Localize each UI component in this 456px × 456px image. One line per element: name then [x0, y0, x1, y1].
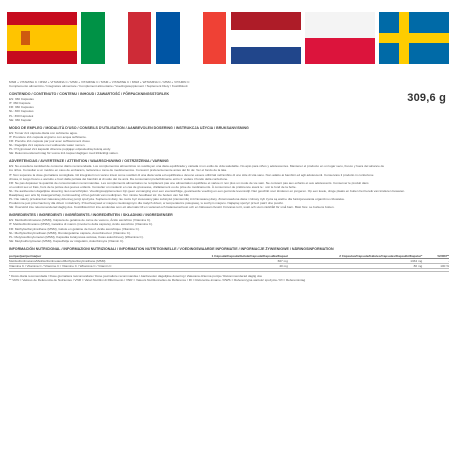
product-title: MSM + VITAMINA C / MSM + VITAMINA C / MSM + VITAMINE C / MSM + VITAMINE C / MSM + WITAMINA C / MSM + VITAMIN C — [9, 80, 190, 84]
warning-line: NL: De aanbevolen dagelijkse dosering niet overschrijden. Voedingssupplementen zijn geen vervanging voor een evenwichtige, gevarieerde voeding en een gezonde levensstijl. Niet geschikt voor kinderen en jongeren. Op een koele, droge plaats en buiten het bereik van kinderen bewaren. — [9, 188, 406, 193]
usage-line: NL: Dagelijks 2x1 capsule met voldoende water nemen. — [9, 143, 86, 148]
contents-section — [9, 92, 449, 122]
ingredient-line: IT: Metilsulfonilmetano (MSM), Gelatina di manzo (involucro della capsula), Acido ascorbico (Vitamina C). — [9, 222, 153, 227]
nutrition-table — [9, 254, 449, 269]
ingredient-line: NL: Methylsulfonylmethaan (MSM), Rundergelatine capsule, Ascorbinezuur (Vitamine C). — [9, 230, 131, 235]
warnings-title: ADVERTENCIAS / AVVERTENZE / ATTENTION / WAARSCHUWING / OSTRZEŻENIA / VARNING — [9, 159, 169, 164]
product-subtitle: Complemento alimenticio / Integratore alimentare / Complément alimentaire / Voedingssupplement / Suplement Diety / Kosttillskott — [9, 84, 188, 89]
warning-line: un endroit sec et frais, hors de la portée des jeunes enfants. Consulter un médecin en cas de grossesse, d'allaitement ou de prise de médicaments. À consommer de préférence avant le : voir le fond de la boîte. — [9, 184, 297, 189]
contents-line: PL: 360 Kapsułek — [9, 113, 34, 118]
table-cell: Metilsulfonilmetano/Metilsulfonilmetano/Méthylsulfonylméthane (MSM) — [9, 258, 164, 263]
footnote: ** VRN = Valores de Referencia de Nutrientes / VNR = Valori Nutritivi di Riferimento / VNR = Valeurs Nutritionnelles de Référence / RI = Referentie-inname / RWS = Referencyjna wartość spożycia / RI = Referensintag — [9, 277, 306, 282]
contents-line: FR: 360 Capsules — [9, 105, 34, 110]
footnote: * Dosis diaria recomendada / Dose giornaliera raccomandata / Dose journalière recommandée / Aanbevolen dagelijkse dosering / Zalecana dzienna porcja / Rekommenderad daglig dos — [9, 273, 262, 278]
ingredient-line: ES: Metilsulfonilmetano (MSM), Cápsula de gelatina de carne de vacuno, Ácido ascórbico (Vitamina C). — [9, 218, 151, 223]
warning-line: ES: No exceda la cantidad de consumo diario recomendada. Los complementos alimenticios no sustituyen una dieta equilibrada y variada ni un estilo de vida saludable. No apto para niños y adolescentes. Mantener el producto en un lugar seco, fresco y fuera del alcance de — [9, 164, 385, 169]
ingredient-line: SE: Metylsulfonylmetan (MSM), Kapselhölje av nötgelatin, Askorbinsyra (Vitamin C). — [9, 238, 125, 243]
warning-line: Raadpleeg een arts bij zwangerschap, borstvoeding of het gebruik van medicijnen. Ten minste houdbaar tot: zie bodem van het blik. — [9, 192, 190, 197]
nutrition-title: INFORMACIÓN NUTRICIONAL / INFORMAZIONI NUTRIZIONALI / INFORMATION NUTRITIONNELLE / VOEDINGSWAARDE INFORMATIE / INFORMACJE ŻYWIENIOWE / NÄRINGSINFORMATION — [9, 246, 334, 251]
contents-line: IT: 360 Capsule — [9, 101, 31, 106]
contents-line: SE: 360 Kapslar — [9, 117, 32, 122]
usage-line: FR: Prendre 2x1 capsule par jour avec suffisamment d'eau. — [9, 138, 91, 143]
column-header: por/per/par/per/na/per — [9, 254, 164, 259]
usage-line: SE: Rekommenderad intag för vuxna 2x1 kapsel dagligen med tillräckligt vatten. — [9, 151, 119, 156]
net-weight: 309,6 g — [407, 92, 446, 104]
warning-line: SE: Överskrid inte rekommenderad daglig dos. Kosttillskott bör inte användas som ett alternativ till en varierad och balanserad kost och en hälsosam livsstil. Förvaras torrt, svalt och utom räckhåll för små barn. Bäst före: se burkens botten. — [9, 205, 335, 210]
warnings-section — [9, 159, 449, 209]
usage-title: MODO DE EMPLEO / MODALITÀ D'USO / CONSEILS D'UTILISATION / AANBEVOLEN DOSERING / INSTRUKCJA UŻYCIA / BRUKSANVISNING — [9, 125, 249, 130]
contents-line: NL: 360 Capsules — [9, 109, 34, 114]
usage-line: ES: Tomar 2x1 cápsula diaria con suficiente agua. — [9, 130, 78, 135]
divider — [9, 271, 449, 272]
ingredients-section — [9, 213, 449, 243]
warning-line: chiusa, in luogo fresco e asciutto e fuori dalla portata dei bambini al di sotto dei tre anni. Da consumarsi preferibilmente entro il: vedere il fondo della confezione. — [9, 176, 229, 181]
contents-line: ES: 360 Cápsulas — [9, 97, 34, 102]
ingredient-line: PL: Metylosulfonylometan (MSM), Kapsułka żelatynowa wołowa, Kwas askorbinowy (Witamina C). — [9, 234, 144, 239]
ingredients-title: INGREDIENTES / INGREDIENTI / INGRÉDIENTS / INGREDIËNTEN / SKŁADNIKI / INGREDIENSER — [9, 213, 173, 218]
warning-line: PL: Nie należy przekraczać zalecanej dziennej porcji spożycia. Suplement diety nie może być stosowany jako substytut (zamiennik) zróżnicowanej diety. Zrównoważona dieta i zdrowy tryb życia są ważne dla funkcjonowania organizmu człowieka. — [9, 197, 345, 202]
usage-line: IT: Prendere 2x1 capsula al giorno con acqua sufficiente. — [9, 134, 87, 139]
sweden-flag — [379, 12, 449, 64]
column-header: %VRN** — [422, 254, 449, 259]
spain-flag — [7, 12, 77, 64]
column-header: 1 Cápsula/Capsula/Gélule/Capsule/Kapsułka/Kapsel — [164, 254, 288, 259]
table-cell: 80 mg — [288, 263, 422, 268]
warning-line: FR: Ne pas dépasser la quantité de consommation recommandée. Les compléments alimentaires ne remplacent pas une alimentation équilibrée et variée ni non plus un mode de vie sain. Ne convient pas aux enfants et aux adolescents. Conserver le produit dans — [9, 180, 369, 185]
netherlands-flag — [231, 12, 301, 64]
france-flag — [156, 12, 226, 64]
italy-flag — [81, 12, 151, 64]
column-header: 2 Cápsulas/Capsule/Gélules/Capsules/Kapsułki/Kapslar* — [288, 254, 422, 259]
warning-line: IT: Non superare la dose giornaliera consigliata. Gli integratori non vanno intesi come sostituti di una dieta varia ed equilibrata e devono essere utilizzati nell'ambito di uno stile di vita sano. Non adatto ai bambini ed agli adolescenti. Conservare il prodotto in confezione — [9, 172, 374, 177]
usage-section — [9, 126, 449, 156]
table-cell: - — [422, 258, 449, 263]
table-row — [9, 263, 449, 268]
warning-line: los niños. Consultar a un médico en caso de embarazo, lactancia o toma de medicamentos. Consumir preferentemente antes del fin de: Ver el fondo de la lata. — [9, 168, 227, 173]
flags-row — [7, 12, 449, 64]
nutrition-section — [9, 247, 449, 282]
table-cell: 667 mg — [164, 258, 288, 263]
table-cell: 1334 mg — [288, 258, 422, 263]
table-cell: Vitamina C / Vitamina C / Vitamine C / Vitamine C / Witamina C / Vitamin C — [9, 263, 164, 268]
usage-line: PL: Przyjmować 2x1 kapsułki dziennie popijając odpowiednią ilością wody. — [9, 147, 111, 152]
ingredient-line: FR: Méthylsulfonylméthane (MSM), Gélule en gélatine de bœuf, Acide ascorbique (Vitamine C). — [9, 226, 140, 231]
table-cell: 40 mg — [164, 263, 288, 268]
table-cell: 100 % — [422, 263, 449, 268]
poland-flag — [305, 12, 375, 64]
contents-title: CONTENIDO / CONTENUTO / CONTENU / INHOUD / ZAWARTOŚĆ / FÖRPACKNINGSSTORLEK — [9, 92, 170, 97]
warning-line: Produkt nie jest przeznaczony dla dzieci i młodzieży. Przechowywać w miejscu niedostępnym dla małych dzieci, w temperaturze pokojowej, w suchym miejscu. Najlepiej spożyć przed: patrz dno puszki. — [9, 201, 284, 206]
label-text — [9, 80, 449, 282]
